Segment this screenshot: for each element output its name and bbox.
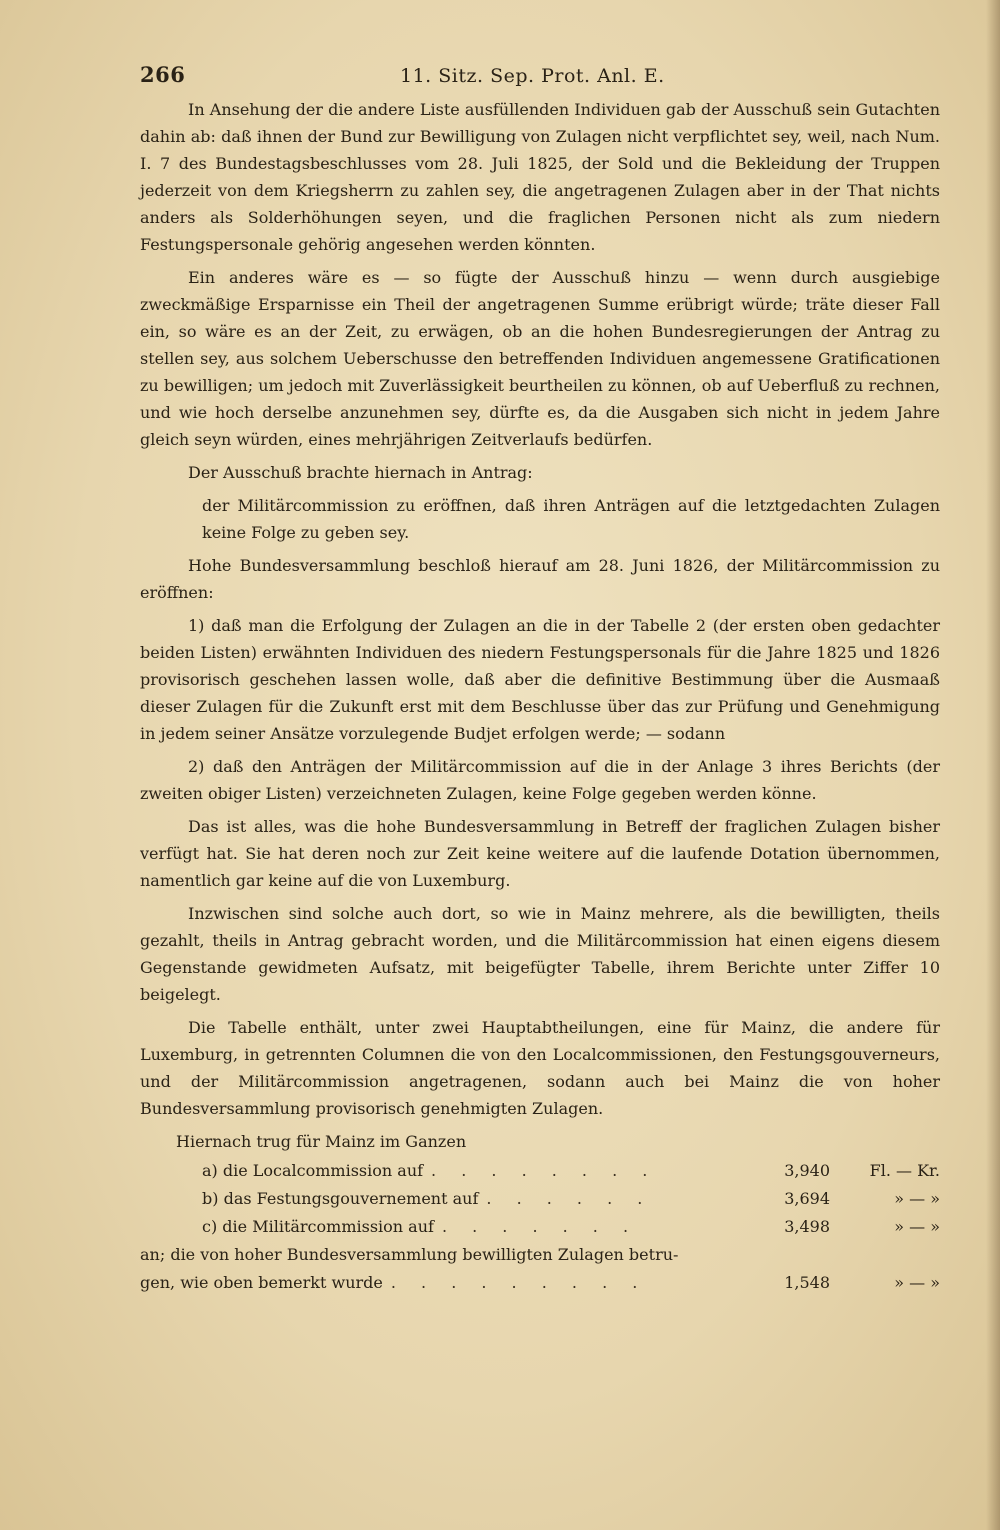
ledger-amount: 3,940	[784, 1161, 830, 1180]
paragraph: In Ansehung der die andere Liste ausfüllenden Individuen gab der Ausschuß sein Gutachten dahin ab: daß ihnen der Bund zur Bewilligung von Zulagen nicht verpflichtet sey, weil, nach Num. I. 7 des Bundestagsbeschlusses vom 28. Juli 1825, der Sold und die Bekleidung der Truppen jederzeit von dem Kriegsherrn zu zahlen sey, die angetragenen Zulagen aber in der That nichts anders als Solderhöhungen seyen, und die fraglichen Personen nicht als zum niedern Festungspersonale gehörig angesehen werden könnten.	[140, 100, 940, 254]
paragraph: Das ist alles, was die hohe Bundesversammlung in Betreff der fraglichen Zulagen bisher verfügt hat. Sie hat deren noch zur Zeit keine weitere auf die laufende Dotation übernommen, namentlich gar keine auf die von Luxemburg.	[140, 817, 940, 890]
ledger-label: b) das Festungsgouvernement auf	[202, 1189, 479, 1208]
ledger-amount: 3,694	[784, 1189, 830, 1208]
ledger-label: gen, wie oben bemerkt wurde	[140, 1273, 383, 1292]
running-title: 11. Sitz. Sep. Prot. Anl. E.	[400, 65, 665, 87]
ledger-amount: 1,548	[784, 1273, 830, 1292]
ledger-unit: » — »	[894, 1189, 940, 1208]
ledger-amount: 3,498	[784, 1217, 830, 1236]
ledger-table	[140, 1157, 940, 1297]
paragraph: Die Tabelle enthält, unter zwei Hauptabtheilungen, eine für Mainz, die andere für Luxemburg, in getrennten Columnen die von den Localcommissionen, den Festungsgouverneurs, und der Militärcommission angetragenen, sodann auch bei Mainz die von hoher Bundesversammlung provisorisch genehmigten Zulagen.	[140, 1018, 940, 1118]
motion-intro: Der Ausschuß brachte hiernach in Antrag:	[188, 463, 533, 482]
ledger-row	[140, 1157, 940, 1185]
ledger-unit: » — »	[894, 1217, 940, 1236]
paragraph: Ein anderes wäre es — so fügte der Ausschuß hinzu — wenn durch ausgiebige zweckmäßige Ersparnisse ein Theil der angetragenen Summe erübrigt würde; träte dieser Fall ein, so wäre es an der Zeit, zu erwägen, ob an die hohen Bundesregierungen der Antrag zu stellen sey, aus solchem Ueberschusse den betreffenden Individuen angemessene Gratificationen zu bewilligen; um jedoch mit Zuverlässigkeit beurtheilen zu können, ob auf Ueberfluß zu rechnen, und wie hoch derselbe anzunehmen sey, dürfte es, da die Ausgaben sich nicht in jedem Jahre gleich seyn würden, eines mehrjährigen Zeitverlaufs bedürfen.	[140, 268, 940, 449]
page-header	[140, 62, 940, 96]
ledger-dots: . . . . . . . . .	[390, 1273, 648, 1292]
ledger-dots: . . . . . .	[486, 1189, 653, 1208]
page-number: 266	[140, 62, 186, 87]
resolution-item: 2) daß den Anträgen der Militärcommission auf die in der Anlage 3 ihres Berichts (der zweiten obiger Listen) verzeichneten Zulagen, keine Folge gegeben werden könne.	[140, 757, 940, 803]
ledger-row	[140, 1213, 940, 1241]
ledger-unit: Fl. — Kr.	[869, 1161, 940, 1180]
motion-quote: der Militärcommission zu eröffnen, daß ihren Anträgen auf die letztgedachten Zulagen keine Folge zu geben sey.	[202, 496, 940, 542]
ledger-dots: . . . . . . .	[441, 1217, 639, 1236]
ledger-row	[140, 1185, 940, 1213]
ledger-final	[140, 1241, 940, 1297]
resolution-item: 1) daß man die Erfolgung der Zulagen an die in der Tabelle 2 (der ersten oben gedachter beiden Listen) erwähnten Individuen des niedern Festungspersonals für die Jahre 1825 und 1826 provisorisch geschehen lassen wolle, daß aber die definitive Bestimmung über die Ausmaaß dieser Zulagen für die Zukunft erst mit dem Beschlusse über das zur Prüfung und Genehmigung in jedem seiner Ansätze vorzulegende Budjet erfolgen werde; — sodann	[140, 616, 940, 743]
ledger-label: c) die Militärcommission auf	[202, 1217, 434, 1236]
ledger-final-text: an; die von hoher Bundesversammlung bewilligten Zulagen betru-	[140, 1245, 679, 1264]
ledger-intro: Hiernach trug für Mainz im Ganzen	[176, 1132, 467, 1151]
ledger-label: a) die Localcommission auf	[202, 1161, 424, 1180]
ledger-unit: » — »	[894, 1273, 940, 1292]
paragraph: Inzwischen sind solche auch dort, so wie in Mainz mehrere, als die bewilligten, theils gezahlt, theils in Antrag gebracht worden, und die Militärcommission hat einen eigens diesem Gegenstande gewidmeten Aufsatz, mit beigefügter Tabelle, ihrem Berichte unter Ziffer 10 beigelegt.	[140, 904, 940, 1004]
resolution-intro: Hohe Bundesversammlung beschloß hierauf am 28. Juni 1826, der Militärcommission zu eröffnen:	[140, 556, 940, 602]
ledger-dots: . . . . . . . .	[431, 1161, 658, 1180]
ledger-row	[140, 1269, 940, 1297]
